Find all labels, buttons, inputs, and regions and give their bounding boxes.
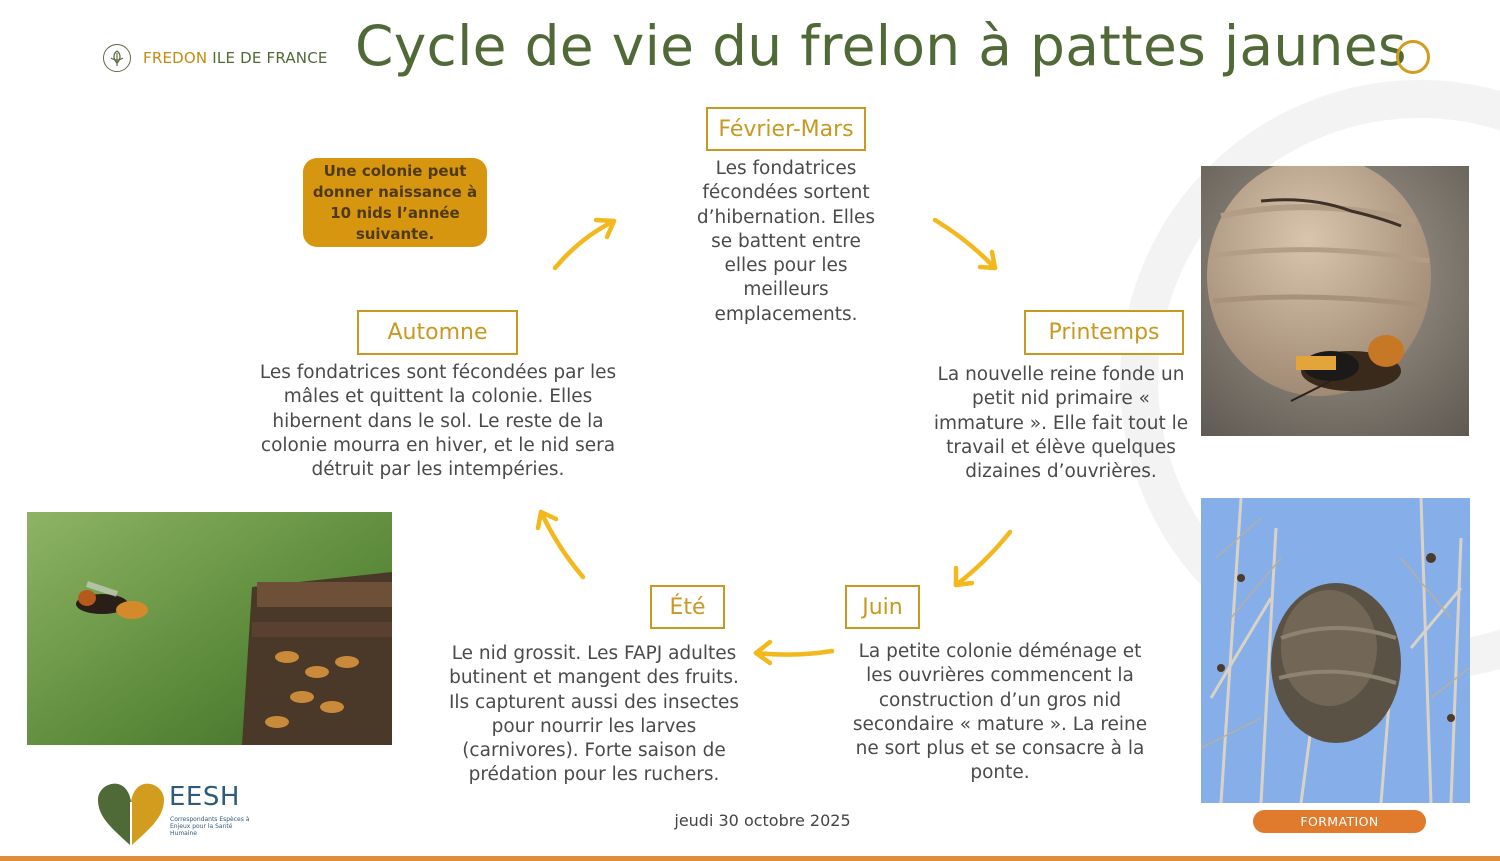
season-label-ete: Été — [650, 585, 725, 629]
season-label-juin: Juin — [845, 585, 920, 629]
formation-badge: FORMATION — [1253, 810, 1426, 833]
cycle-arrow-icon — [956, 532, 1010, 585]
season-label-fevrier-mars: Février-Mars — [706, 107, 866, 151]
cycle-arrow-icon — [756, 642, 832, 663]
season-text-fevrier-mars: Les fondatrices fécondées sortent d’hibernation. Elles se battent entre elles pour les meilleurs emplacements. — [696, 158, 876, 325]
primary-nest-photo — [1201, 166, 1469, 436]
heart-leaf-icon — [96, 780, 166, 848]
eesh-logo — [96, 780, 256, 848]
colony-callout: Une colonie peut donner naissance à 10 nids l’année suivante. — [303, 158, 487, 247]
season-text-automne: Les fondatrices sont fécondées par les mâles et quittent la colonie. Elles hibernent dans le sol. Le reste de la colonie mourra en hiver, et le nid sera détruit par les intempéries. — [259, 362, 617, 481]
cycle-arrow-icon — [555, 220, 614, 268]
cycle-arrow-icon — [538, 512, 583, 577]
footer-date: jeudi 30 octobre 2025 — [674, 811, 851, 830]
eesh-name: EESH — [169, 782, 240, 812]
season-text-printemps: La nouvelle reine fonde un petit nid primaire « immature ». Elle fait tout le travail et élève quelques dizaines d’ouvrières. — [933, 364, 1189, 483]
season-text-ete: Le nid grossit. Les FAPJ adultes butinent et mangent des fruits. Ils capturent aussi des insectes pour nourrir les larves (carnivores). Forte saison de prédation pour les ruchers. — [448, 643, 740, 786]
page-title: Cycle de vie du frelon à pattes jaunes — [355, 14, 1407, 78]
hornet-hunting-bees-photo — [27, 512, 392, 745]
bottom-accent-bar — [0, 856, 1500, 861]
brand-name-part2: ILE DE FRANCE — [207, 49, 328, 67]
season-text-juin: La petite colonie déménage et les ouvrières commencent la construction d’un gros nid secondaire « mature ». La reine ne sort plus et se consacre à la ponte. — [852, 641, 1148, 784]
season-label-printemps: Printemps — [1024, 310, 1184, 355]
brand-name-part1: FREDON — [143, 49, 208, 67]
season-label-automne: Automne — [357, 310, 518, 355]
cycle-arrow-icon — [935, 220, 995, 268]
eesh-subtitle: Correspondants Espèces à Enjeux pour la Santé Humaine — [170, 816, 250, 837]
secondary-nest-photo — [1201, 498, 1470, 803]
